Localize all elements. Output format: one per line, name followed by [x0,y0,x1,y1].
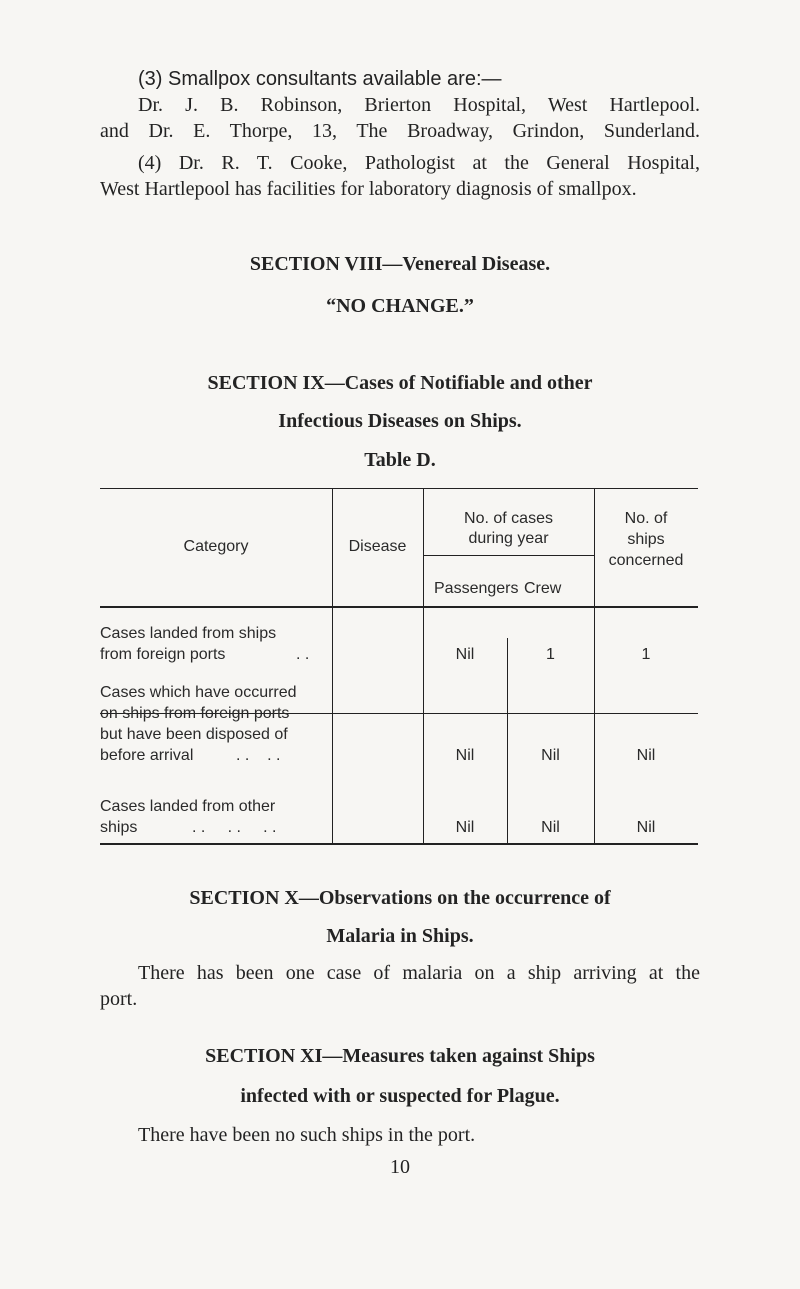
section-xi-body-line: There have been no such ships in the port. [138,1124,476,1146]
row3-category-line1: Cases landed from other [100,798,276,815]
row2-category-line1: Cases which have occurred [100,684,297,701]
header-category: Category [183,538,249,555]
row2-crew: Nil [541,747,560,764]
para3-line2-block [100,92,700,118]
table-d-title: Table D. [364,449,436,471]
row2-passengers: Nil [455,747,475,764]
table-d [100,488,698,844]
row1-category-line1: Cases landed from ships [100,625,277,642]
section-ix-heading-line1: SECTION IX—Cases of Notifiable and other [207,372,593,394]
para4-line2-block [100,176,700,202]
row3-leader-dots: . . . . . . [192,819,277,836]
table-bottom-rule [100,843,698,845]
no-change-subheading: “NO CHANGE.” [326,295,474,317]
section-x-body [100,960,700,1012]
row2-ships: Nil [636,747,656,764]
para3-line2: Dr. J. B. Robinson, Brierton Hospital, West Hartlepool. [138,94,700,116]
header-ships-line3: concerned [608,552,684,569]
col-rule-passengers [507,638,508,844]
section-xi-heading-line1: SECTION XI—Measures taken against Ships [205,1045,595,1067]
para4-line2: West Hartlepool has facilities for laboratory diagnosis of smallpox. [100,178,637,200]
section-xi-body [100,1122,700,1148]
para3-line3: and Dr. E. Thorpe, 13, The Broadway, Grindon, Sunderland. [100,120,700,142]
row3-category-line2 [100,817,332,838]
paragraph-smallpox-consultants [100,66,700,92]
table-top-rule [100,488,698,489]
paragraph-pathologist [100,150,700,176]
section-ix-heading-line2: Infectious Diseases on Ships. [278,410,522,432]
row3-category-text: ships [100,819,138,836]
section-viii-heading: SECTION VIII—Venereal Disease. [249,253,551,275]
row1-category-line2 [100,644,332,665]
row3-passengers: Nil [455,819,475,836]
page-number: 10 [390,1156,410,1178]
header-ships-line2: ships [627,531,665,548]
para3-line3-block [100,118,700,144]
row1-crew: 1 [546,646,555,663]
row2-category-line4 [100,745,332,766]
row2-category-line2: on ships from foreign ports [100,705,290,722]
row3-ships: Nil [636,819,656,836]
row2-category-text: before arrival [100,747,194,764]
cases-subheader-rule [423,555,594,556]
section-xi-heading-line2: infected with or suspected for Plague. [240,1085,560,1107]
section-x-body-line1: There has been one case of malaria on a ship arriving at the [138,962,700,984]
header-disease: Disease [348,538,407,555]
para3-line1: (3) Smallpox consultants available are:— [138,68,502,90]
section-x-heading-line2: Malaria in Ships. [326,925,474,947]
row3-crew: Nil [541,819,560,836]
header-cases-line1: No. of cases [464,510,553,527]
header-passengers: Passengers [434,580,519,597]
row1-category-text: from foreign ports [100,646,226,663]
header-cases-line2: during year [468,530,549,547]
row1-ships: 1 [641,646,651,663]
para4-line1: (4) Dr. R. T. Cooke, Pathologist at the General Hospital, [138,152,700,174]
row1-passengers: Nil [455,646,475,663]
header-ships-line1: No. of [624,510,668,527]
section-x-heading-line1: SECTION X—Observations on the occurrence of [189,887,611,909]
row1-leader-dots: . . [296,646,310,663]
row2-leader-dots: . . . . [236,747,281,764]
section-x-body-line2: port. [100,988,138,1010]
header-bottom-rule [100,606,698,608]
header-crew: Crew [524,580,562,597]
row2-category-line3: but have been disposed of [100,726,288,743]
